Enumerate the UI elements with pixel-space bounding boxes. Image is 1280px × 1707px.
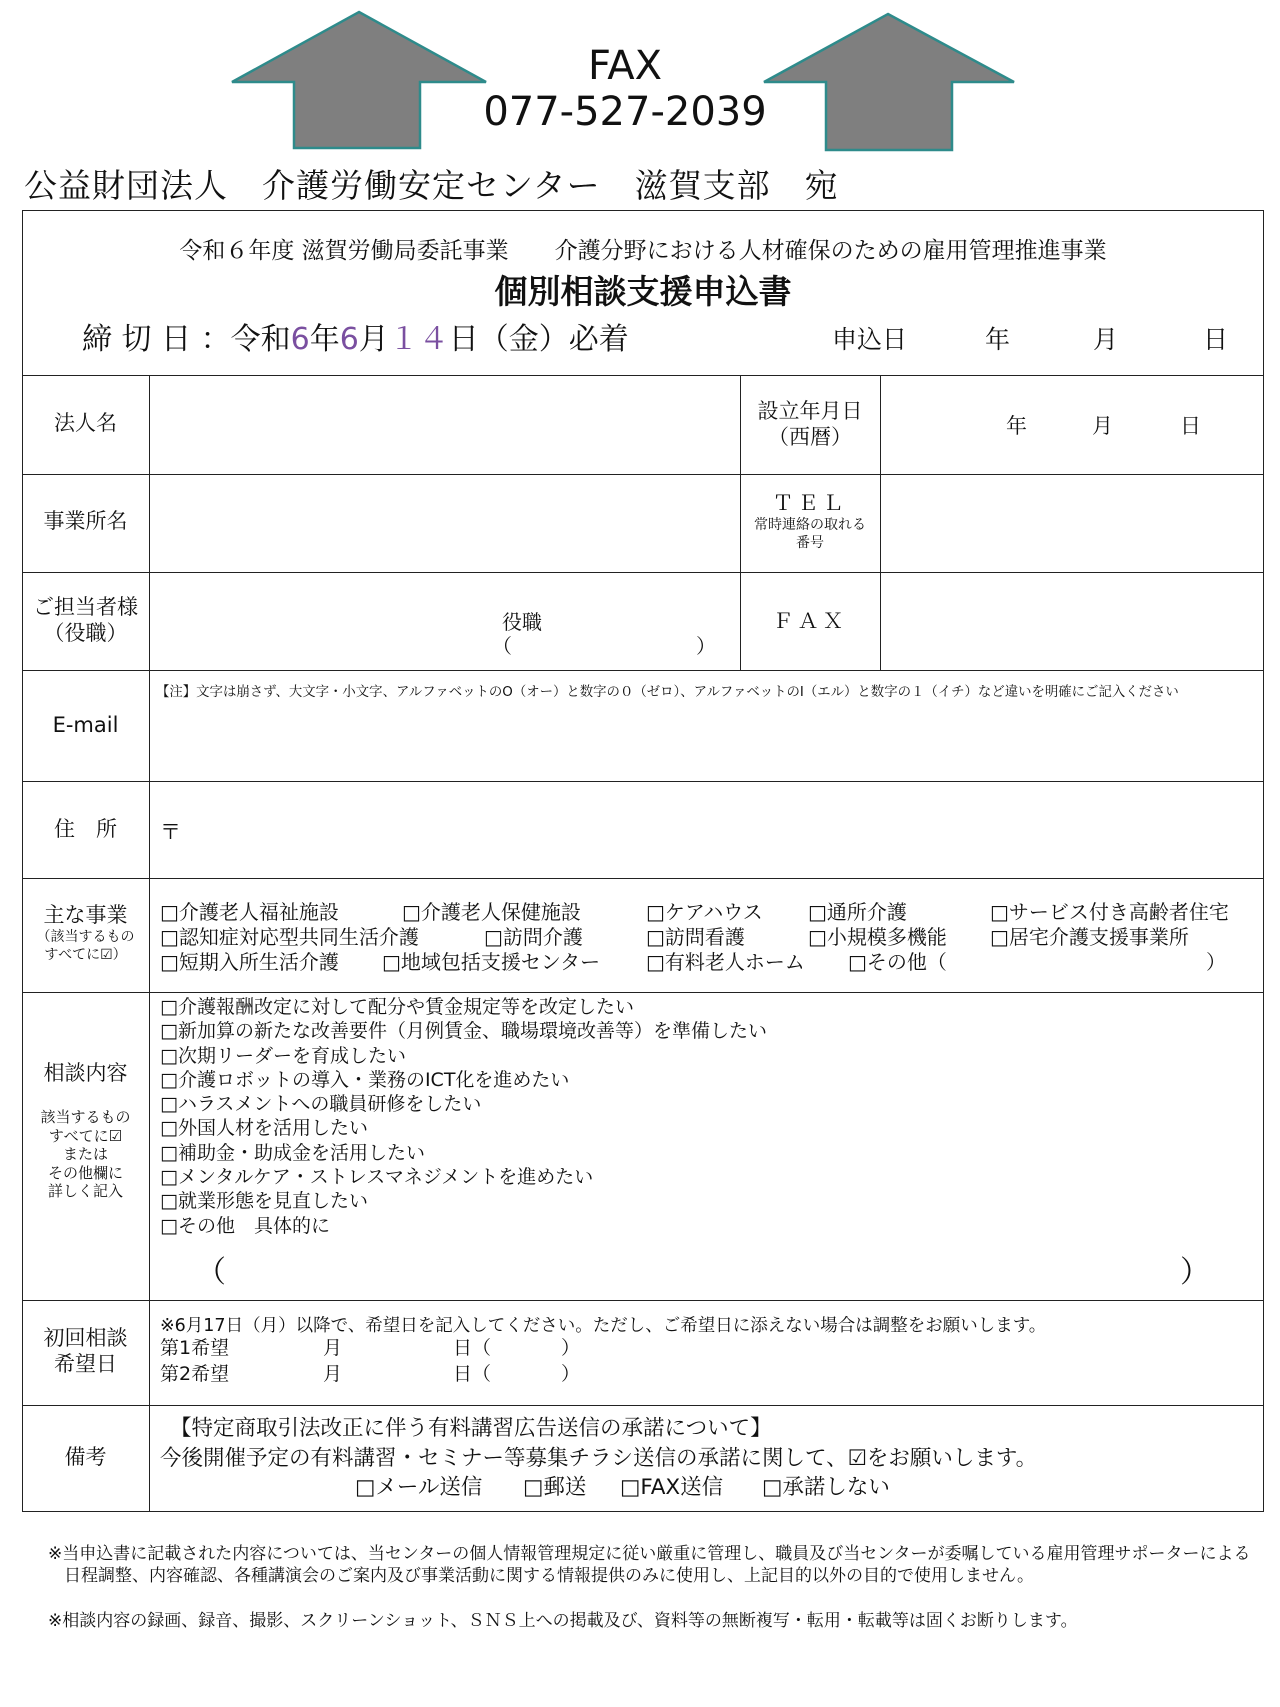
checkbox-day-care[interactable]: □通所介護 [808, 900, 907, 924]
founded-year[interactable]: 年 [1006, 414, 1027, 438]
address-label: 住 所 [54, 817, 117, 841]
business-label: 主な事業 [43, 903, 128, 927]
addressee: 公益財団法人 介護労働安定センター 滋賀支部 宛 [24, 166, 839, 205]
office-name-field[interactable] [150, 475, 739, 571]
fax-label: FAX [587, 43, 663, 89]
consult-item[interactable]: □外国人材を活用したい [160, 1117, 368, 1140]
consult-sub-line: または [62, 1145, 108, 1163]
consult-other-field[interactable] [236, 1247, 1176, 1287]
business-label-block [22, 902, 149, 964]
consult-label: 相談内容 [43, 1061, 128, 1085]
checkbox-dementia-group[interactable]: □認知症対応型共同生活介護 [160, 925, 419, 949]
checkbox-service-housing[interactable]: □サービス付き高齢者住宅 [990, 900, 1229, 924]
apply-date-label: 申込日 [832, 325, 908, 354]
consult-item[interactable]: □就業形態を見直したい [160, 1190, 368, 1213]
deadline [82, 314, 629, 358]
remarks-title: 【特定商取引法改正に伴う有料講習広告送信の承諾について】 [170, 1416, 772, 1441]
choice2-day[interactable]: 日（ [453, 1363, 492, 1385]
choice2-label: 第2希望 [160, 1363, 230, 1385]
first-consult-label-text: 初回相談 [43, 1326, 128, 1350]
corp-name-label: 法人名 [54, 411, 117, 435]
consult-sub [22, 1108, 149, 1201]
tel-sub: 常時連絡の取れる [754, 517, 866, 533]
remarks-email-option[interactable]: □メール送信 [355, 1475, 483, 1500]
choice1-label: 第1希望 [160, 1337, 230, 1359]
consult-sub-line: 詳しく記入 [47, 1182, 123, 1200]
checkbox-home-nursing[interactable]: □訪問看護 [646, 925, 745, 949]
first-consult-note: ※6月17日（月）以降で、希望日を記入してください。ただし、ご希望日に添えない場合は調整をお願いします。 [160, 1316, 1047, 1336]
email-label: E-mail [52, 713, 119, 737]
choice1-day[interactable]: 日（ [453, 1337, 492, 1359]
deadline-day-suffix: 日（金）必着 [448, 322, 629, 357]
deadline-month-suffix: 月 [358, 322, 389, 357]
apply-date-day[interactable]: 日 [1203, 325, 1229, 354]
remarks-text: 今後開催予定の有料講習・セミナー等募集チラシ送信の承諾に関して、☑をお願いします。 [160, 1446, 1038, 1471]
consult-paren-open: （ [196, 1255, 226, 1290]
form-subtitle: 令和６年度 滋賀労働局委託事業 介護分野における人材確保のための雇用管理推進事業 [179, 238, 1107, 264]
checkbox-other[interactable]: □その他（ [848, 950, 947, 974]
fax-field[interactable] [881, 573, 1263, 669]
fax-number: 077-527-2039 [483, 89, 767, 135]
checkbox-paid-home[interactable]: □有料老人ホーム [646, 950, 805, 974]
contact-label [22, 594, 149, 646]
choice1-close: ） [561, 1337, 581, 1359]
consult-item[interactable]: □新加算の新たな改善要件（月例賃金、職場環境改善等）を準備したい [160, 1020, 767, 1043]
postal-mark: 〒 [160, 820, 181, 844]
deadline-year-suffix: 年 [309, 322, 340, 357]
deadline-day: １４ [388, 322, 449, 357]
other-paren-close: ） [1206, 950, 1226, 974]
checkbox-small-multi[interactable]: □小規模多機能 [808, 925, 947, 949]
founded-month[interactable]: 月 [1092, 414, 1113, 438]
tel-field[interactable] [881, 475, 1263, 571]
email-note: 【注】文字は崩さず、大文字・小文字、アルファベットのO（オー）と数字の０（ゼロ）、アルファベットのI（エル）と数字の１（イチ）など違いを明確にご記入ください [156, 685, 1179, 700]
address-field[interactable] [190, 782, 1262, 877]
consult-sub-line: すべてに☑ [48, 1126, 123, 1145]
checkbox-care-support[interactable]: □居宅介護支援事業所 [990, 925, 1189, 949]
corp-name-field[interactable] [150, 376, 739, 473]
deadline-label: 締 切 日 ：令和 [82, 322, 291, 357]
choice2-month[interactable]: 月 [323, 1363, 343, 1385]
position-paren-open: （ [492, 634, 512, 658]
first-consult-label-sub: 希望日 [54, 1352, 117, 1376]
consult-item[interactable]: □メンタルケア・ストレスマネジメントを進めたい [160, 1166, 594, 1189]
form-title: 個別相談支援申込書 [494, 272, 792, 311]
first-consult-label [22, 1325, 149, 1377]
consult-item[interactable]: □次期リーダーを育成したい [160, 1044, 406, 1067]
office-name-label: 事業所名 [43, 509, 128, 533]
remarks-fax-option[interactable]: □FAX送信 [620, 1475, 724, 1500]
remarks-label: 備考 [64, 1445, 107, 1469]
consult-sub-line: その他欄に [47, 1163, 123, 1182]
tel-label: ＴＥＬ [772, 491, 848, 515]
apply-date-month[interactable]: 月 [1093, 325, 1119, 354]
consult-item[interactable]: □補助金・助成金を活用したい [160, 1141, 425, 1164]
business-sub: （該当するもの [36, 929, 135, 945]
consult-item[interactable]: □介護ロボットの導入・業務のICT化を進めたい [160, 1068, 570, 1091]
consult-paren-close: ） [1180, 1255, 1210, 1290]
deadline-year: 6 [290, 322, 310, 357]
contact-label-text: ご担当者様 [33, 595, 138, 619]
checkbox-home-care[interactable]: □訪問介護 [484, 925, 583, 949]
consult-item[interactable]: □介護報酬改定に対して配分や賃金規定等を改定したい [160, 996, 634, 1018]
position-label: 役職 [502, 610, 542, 634]
business-sub-2: すべてに☑） [44, 947, 127, 963]
founded-label-sub: （西暦） [768, 425, 852, 449]
checkbox-care-health[interactable]: □介護老人保健施設 [402, 900, 581, 924]
checkbox-community-center[interactable]: □地域包括支援センター [382, 950, 601, 974]
consult-checklist [160, 995, 767, 1238]
email-field[interactable] [150, 722, 1262, 780]
consult-sub-line: 該当するもの [40, 1108, 131, 1126]
fax-field-label: ＦＡＸ [772, 609, 848, 633]
consult-item[interactable]: □その他 具体的に [160, 1214, 330, 1237]
consult-item[interactable]: □ハラスメントへの職員研修をしたい [160, 1093, 482, 1116]
remarks-mail-option[interactable]: □郵送 [523, 1475, 587, 1500]
privacy-note: ※当申込書に記載された内容については、当センターの個人情報管理規定に従い厳重に管理し、職員及び当センターが委嘱している雇用管理サポーターによる日程調整、内容確認、各種講演会のご案内及び事業活動に関する情報提供のみに使用し、上記目的以外の目的で使用しません。 [48, 1544, 1251, 1586]
recording-note: ※相談内容の録画、録音、撮影、スクリーンショット、ＳＮＳ上への掲載及び、資料等の無断複写・転用・転載等は固くお断りします。 [48, 1611, 1078, 1631]
founded-label-text: 設立年月日 [757, 399, 863, 423]
founded-day[interactable]: 日 [1180, 414, 1201, 438]
apply-date-year[interactable]: 年 [985, 325, 1011, 354]
founded-label [740, 398, 880, 450]
tel-sub-2: 番号 [796, 535, 824, 551]
contact-label-sub: （役職） [43, 621, 128, 645]
tel-label-block [740, 490, 880, 552]
contact-name-field[interactable] [150, 573, 739, 669]
position-paren-close: ） [696, 634, 716, 658]
deadline-month: 6 [339, 322, 359, 357]
checkbox-care-house[interactable]: □ケアハウス [646, 900, 763, 924]
choice1-month[interactable]: 月 [323, 1337, 343, 1359]
position-field[interactable] [518, 630, 694, 654]
checkbox-care-welfare[interactable]: □介護老人福祉施設 [160, 900, 339, 924]
remarks-decline-option[interactable]: □承諾しない [762, 1475, 890, 1500]
other-business-field[interactable] [950, 946, 1200, 970]
checkbox-short-stay[interactable]: □短期入所生活介護 [160, 950, 339, 974]
choice2-close: ） [561, 1363, 581, 1385]
